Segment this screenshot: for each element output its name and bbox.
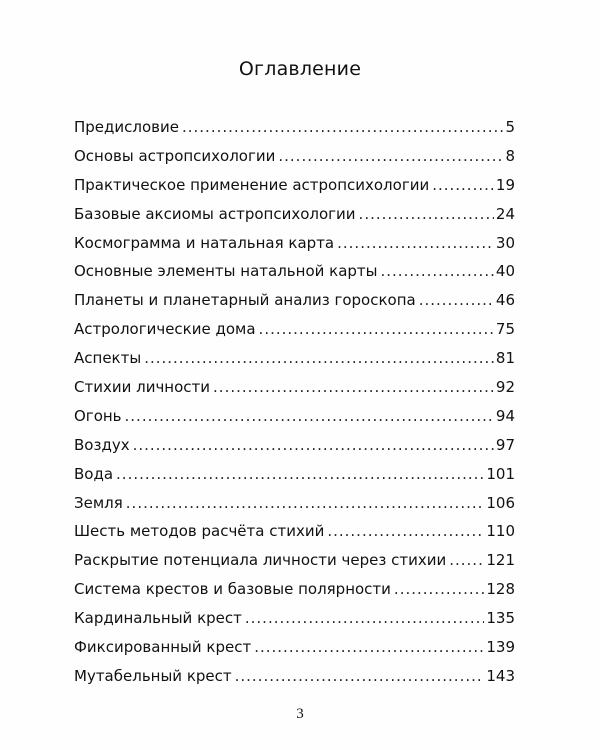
dot-leader (432, 171, 494, 200)
toc-entry-page: 94 (495, 406, 515, 425)
toc-entry (74, 575, 515, 604)
toc-entry-title: Основы астропсихологии (74, 146, 276, 165)
toc-entry (74, 546, 515, 575)
toc-entry-title: Вода (74, 464, 114, 483)
toc-entry-title: Система крестов и базовые полярности (74, 580, 391, 599)
toc-entry-page: 106 (486, 493, 515, 512)
dot-leader (254, 633, 484, 662)
dot-leader (116, 460, 484, 489)
toc-entry-page: 75 (495, 320, 515, 339)
toc-entry (74, 604, 515, 633)
toc-entry-title: Астрологические дома (74, 320, 256, 339)
toc-entry-title: Практическое применение астропсихологии (74, 175, 430, 194)
toc-entry-title: Стихии личности (74, 378, 211, 397)
toc-entry (74, 315, 515, 344)
toc-entry-title: Базовые аксиомы астропсихологии (74, 204, 356, 223)
toc-entry-page: 5 (505, 118, 515, 136)
dot-leader (125, 402, 494, 431)
table-of-contents (74, 113, 515, 691)
toc-entry-page: 46 (495, 291, 515, 310)
toc-entry (74, 662, 515, 691)
dot-leader (419, 286, 494, 315)
toc-entry (74, 344, 515, 373)
toc-entry-page: 40 (495, 262, 515, 281)
toc-entry-title: Мутабельный крест (74, 666, 232, 685)
toc-entry-page: 30 (495, 233, 515, 252)
toc-entry-title: Планеты и планетарный анализ гороскопа (74, 291, 416, 310)
toc-entry-title: Фиксированный крест (74, 638, 252, 657)
toc-entry-title: Кардинальный крест (74, 609, 242, 628)
dot-leader (259, 315, 494, 344)
toc-entry (74, 286, 515, 315)
toc-entry-title: Космограмма и натальная карта (74, 233, 335, 252)
toc-entry (74, 517, 515, 546)
toc-entry-title: Огонь (74, 406, 122, 425)
dot-leader (213, 373, 494, 402)
toc-entry-page: 24 (495, 204, 515, 223)
dot-leader (133, 431, 494, 460)
dot-leader (235, 662, 485, 691)
toc-entry (74, 113, 515, 142)
toc-entry-title: Шесть методов расчёта стихий (74, 522, 325, 541)
toc-entry (74, 171, 515, 200)
dot-leader (394, 575, 484, 604)
toc-entry-page: 92 (495, 378, 515, 397)
toc-entry-title: Предисловие (74, 118, 179, 136)
dot-leader (245, 604, 484, 633)
toc-entry-page: 143 (486, 666, 515, 685)
dot-leader (144, 344, 494, 373)
toc-entry-title: Воздух (74, 435, 130, 454)
page-title: Оглавление (238, 58, 362, 80)
toc-entry (74, 142, 515, 171)
toc-entry-page: 19 (495, 175, 515, 194)
toc-entry-page: 81 (495, 349, 515, 368)
toc-entry-page: 128 (486, 580, 515, 599)
toc-entry-page: 135 (486, 609, 515, 628)
toc-entry (74, 489, 515, 518)
toc-entry-page: 110 (486, 522, 515, 541)
toc-entry-page: 8 (505, 146, 515, 165)
dot-leader (182, 113, 503, 142)
toc-entry (74, 402, 515, 431)
dot-leader (126, 489, 485, 518)
dot-leader (327, 517, 484, 546)
toc-entry-title: Основные элементы натальной карты (74, 262, 378, 281)
toc-entry (74, 200, 515, 229)
toc-entry (74, 257, 515, 286)
toc-entry (74, 460, 515, 489)
toc-entry-page: 101 (486, 464, 515, 483)
dot-leader (359, 200, 494, 229)
toc-entry-page: 97 (495, 435, 515, 454)
toc-entry-title: Аспекты (74, 349, 142, 368)
toc-entry (74, 229, 515, 258)
toc-entry-page: 121 (486, 551, 515, 570)
toc-entry-title: Раскрытие потенциала личности через стихии (74, 551, 447, 570)
dot-leader (337, 229, 494, 258)
dot-leader (449, 546, 484, 575)
toc-entry (74, 633, 515, 662)
page-number: 3 (296, 706, 304, 722)
toc-entry (74, 373, 515, 402)
toc-entry (74, 431, 515, 460)
dot-leader (381, 257, 494, 286)
toc-entry-title: Земля (74, 493, 123, 512)
toc-entry-page: 139 (486, 638, 515, 657)
dot-leader (278, 142, 503, 171)
